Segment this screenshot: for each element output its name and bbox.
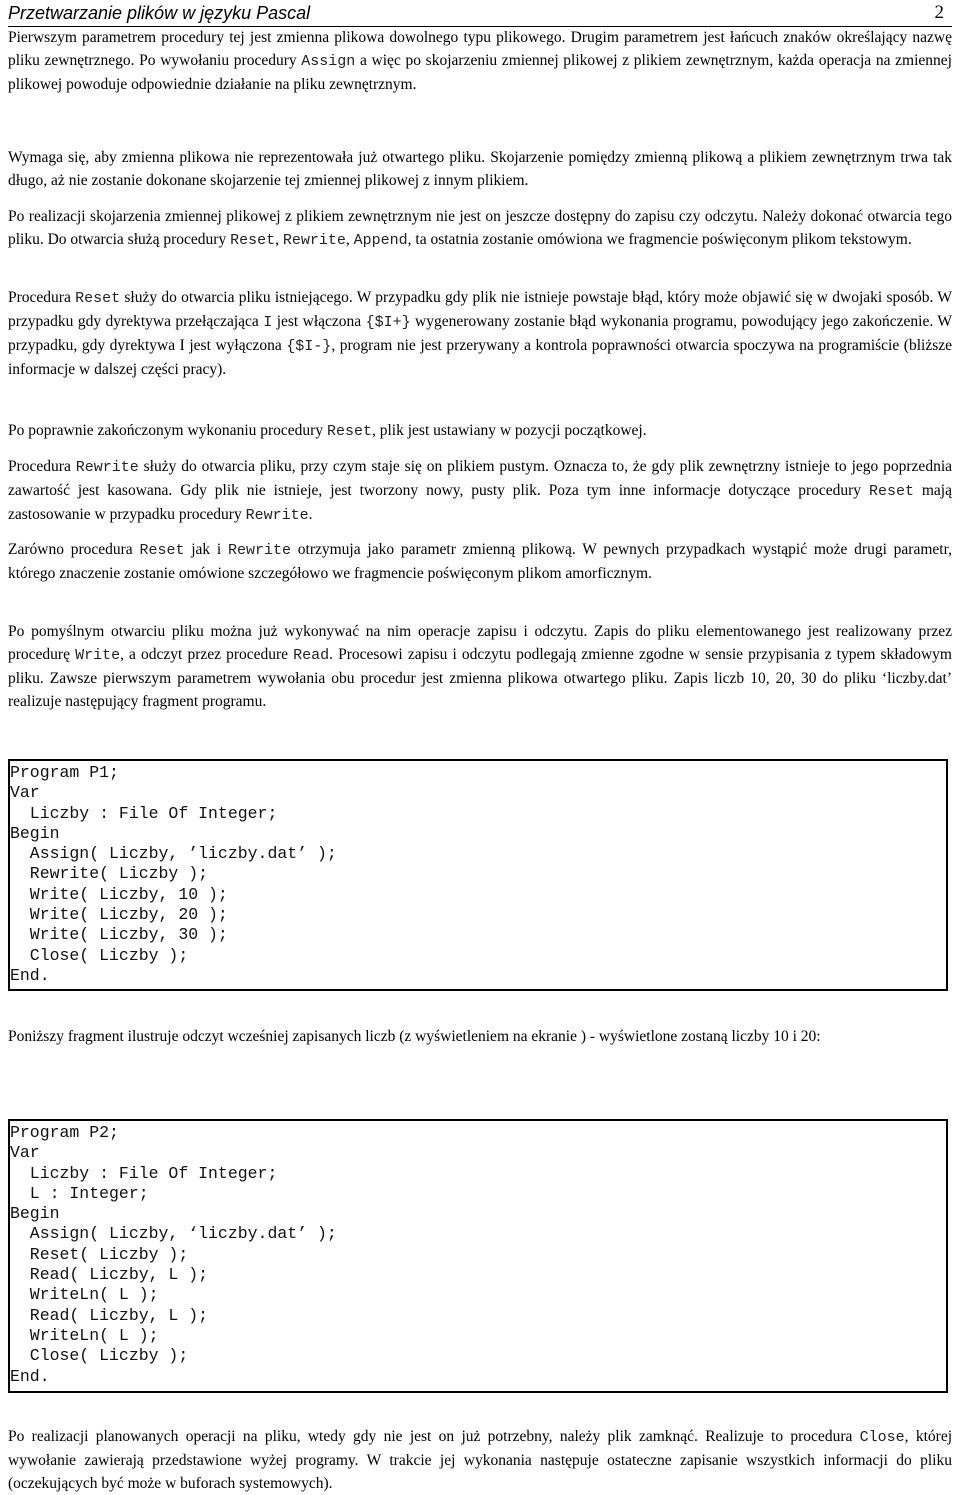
page-number: 2	[934, 2, 944, 23]
paragraph-text: służy do otwarcia pliku istniejącego. W przypadku gdy plik nie istnieje powstaje błąd, który może objawić się w dwojaki sposób. W przypadku gdy dyrektywa przełączająca	[8, 289, 952, 330]
code-line: Var	[10, 1143, 40, 1163]
code-line: WriteLn( L );	[10, 1285, 159, 1305]
code-line: Read( Liczby, L );	[10, 1265, 209, 1285]
paragraph-text: Wymaga się, aby zmienna plikowa nie reprezentowała już otwartego pliku. Skojarzenie pomiędzy zmienną plikową a plikiem zewnętrznym trwa tak długo, aż nie zostanie dokonane skojarzenie tej zmiennej plikowej z innym plikiem.	[8, 149, 952, 189]
inline-code: Reset	[868, 483, 914, 500]
paragraph	[8, 620, 952, 713]
paragraph-text: mają zastosowanie w przypadku procedury	[8, 482, 952, 523]
paragraph	[8, 419, 952, 443]
inline-code: I	[263, 314, 273, 331]
paragraph-text: . Procesowi zapisu i odczytu podlegają zmienne zgodne w sensie przypisania z typem składowym pliku. Zawsze pierwszym parametrem wywołania obu procedur jest zmienna plikowa otwartego pliku. Zapis liczb 10, 20, 30 do pliku ‘liczby.dat’ realizuje następujący fragment programu.	[8, 646, 952, 710]
code-line: Begin	[10, 823, 60, 843]
inline-code: Write	[75, 647, 121, 664]
code-line: Assign( Liczby, ’liczby.dat’ );	[10, 844, 337, 864]
code-line: Begin	[10, 1204, 60, 1224]
code-line: Read( Liczby, L );	[10, 1305, 209, 1325]
code-line: End.	[10, 965, 50, 985]
paragraph-text: Po pomyślnym otwarciu pliku można już wykonywać na nim operacje zapisu i odczytu. Zapis do pliku elementowanego jest realizowany przez procedurę	[8, 623, 952, 663]
paragraph-text: Zarówno procedura	[8, 541, 140, 558]
paragraph-text: Po realizacji planowanych operacji na pliku, wtedy gdy nie jest on już potrzebny, należy plik zamknąć. Realizuje to procedura	[8, 1428, 860, 1445]
inline-code: {$I-}	[286, 338, 332, 355]
code-line: Reset( Liczby );	[10, 1244, 189, 1264]
paragraph-text: , której wywołanie zawierają przedstawione wyżej programy. W trakcie jej wykonania następuje ostateczne zapisanie wszystkich informacji do pliku (oczekujących być może w buforach systemowych).	[8, 1428, 952, 1492]
paragraph-text: Poniższy fragment ilustruje odczyt wcześniej zapisanych liczb (z wyświetleniem na ekranie ) - wyświetlone zostaną liczby 10 i 20:	[8, 1028, 821, 1045]
code-line: Write( Liczby, 20 );	[10, 905, 228, 925]
inline-code: Reset	[75, 290, 121, 307]
paragraph-text: służy do otwarcia pliku, przy czym staje się on plikiem pustym. Oznacza to, że gdy plik zewnętrzny istnieje to jego poprzednia zawartość jest kasowana. Gdy plik nie istnieje, jest tworzony nowy, pusty plik. Poza tym inne informacje dotyczące procedury	[8, 458, 953, 499]
inline-code: Reset	[230, 232, 276, 249]
paragraph	[8, 26, 952, 96]
inline-code: Rewrite	[245, 507, 309, 524]
code-block-program-p1	[8, 759, 948, 991]
inline-code: Append	[353, 232, 408, 249]
page-header	[8, 2, 952, 27]
code-line: Close( Liczby );	[10, 945, 189, 965]
code-line: Program P2;	[10, 1123, 119, 1142]
paragraph-text: jak i	[184, 541, 228, 558]
paragraph-text: Po realizacji skojarzenia zmiennej plikowej z plikiem zewnętrznym nie jest on jeszcze dostępny do zapisu czy odczytu. Należy dokonać otwarcia tego pliku. Do otwarcia służą procedury	[8, 208, 952, 248]
inline-code: Reset	[326, 423, 372, 440]
paragraph-text: , a odczyt przez procedure	[120, 646, 294, 663]
code-line: WriteLn( L );	[10, 1325, 159, 1345]
document-title: Przetwarzanie plików w języku Pascal	[8, 3, 311, 23]
code-line: Liczby : File Of Integer;	[10, 803, 278, 823]
paragraph	[8, 1425, 952, 1495]
paragraph-text: , ta ostatnia zostanie omówiona we fragmencie poświęconym plikom tekstowym.	[407, 231, 912, 248]
code-line: Write( Liczby, 30 );	[10, 925, 228, 945]
paragraph	[8, 455, 952, 527]
code-line: Close( Liczby );	[10, 1346, 189, 1366]
paragraph-text: otrzymuja jako parametr zmienną plikową. W pewnych przypadkach wystąpić może drugi parametr, którego znaczenie zostanie omówione szczegółowo we fragmencie poświęconym plikom amorficznym.	[8, 541, 952, 582]
code-block-program-p2	[8, 1119, 948, 1393]
paragraph-text: Procedura	[8, 289, 76, 306]
paragraph-text: ,	[345, 231, 354, 248]
inline-code: Read	[293, 647, 330, 664]
inline-code: {$I+}	[365, 314, 411, 331]
paragraph-text: .	[308, 506, 313, 523]
code-line: Assign( Liczby, ‘liczby.dat’ );	[10, 1224, 337, 1244]
inline-code: Rewrite	[282, 232, 346, 249]
code-line: Rewrite( Liczby );	[10, 864, 209, 884]
inline-code: Close	[859, 1429, 905, 1446]
paragraph-text: Po poprawnie zakończonym wykonaniu procedury	[8, 422, 327, 439]
paragraph-text: a więc po skojarzeniu zmiennej plikowej z plikiem zewnętrznym, każda operacja na zmiennej plikowej powoduje odpowiednie działanie na pliku zewnętrznym.	[8, 52, 952, 93]
paragraph-text: , plik jest ustawiany w pozycji początkowej.	[371, 422, 647, 439]
paragraph	[8, 1025, 952, 1048]
code-line: Write( Liczby, 10 );	[10, 884, 228, 904]
paragraph-text: Pierwszym parametrem procedury tej jest zmienna plikowa dowolnego typu plikowego. Drugim parametrem jest łańcuch znaków określający nazwę pliku zewnętrznego. Po wywołaniu procedury	[8, 29, 952, 69]
code-line: Var	[10, 783, 40, 803]
paragraph	[8, 286, 952, 381]
code-line: Liczby : File Of Integer;	[10, 1163, 278, 1183]
code-line: End.	[10, 1366, 50, 1386]
paragraph-text: , program nie jest przerywany a kontrola poprawności otwarcia spoczywa na programiście (bliższe informacje w dalszej części pracy).	[8, 337, 952, 378]
code-line: Program P1;	[10, 763, 119, 782]
code-line: L : Integer;	[10, 1183, 149, 1203]
inline-code: Reset	[139, 542, 185, 559]
paragraph-text: wygenerowany zostanie błąd wykonania programu, powodujący jego zakończenie. W przypadku, gdy dyrektywa I jest wyłączona	[8, 313, 952, 354]
inline-code: Rewrite	[228, 542, 292, 559]
inline-code: Assign	[301, 53, 356, 70]
paragraph-text: jest włączona	[272, 313, 366, 330]
paragraph-text: Procedura	[8, 458, 76, 475]
inline-code: Rewrite	[75, 459, 139, 476]
paragraph	[8, 205, 952, 252]
paragraph-text: ,	[275, 231, 283, 248]
paragraph	[8, 538, 952, 585]
paragraph	[8, 146, 952, 192]
